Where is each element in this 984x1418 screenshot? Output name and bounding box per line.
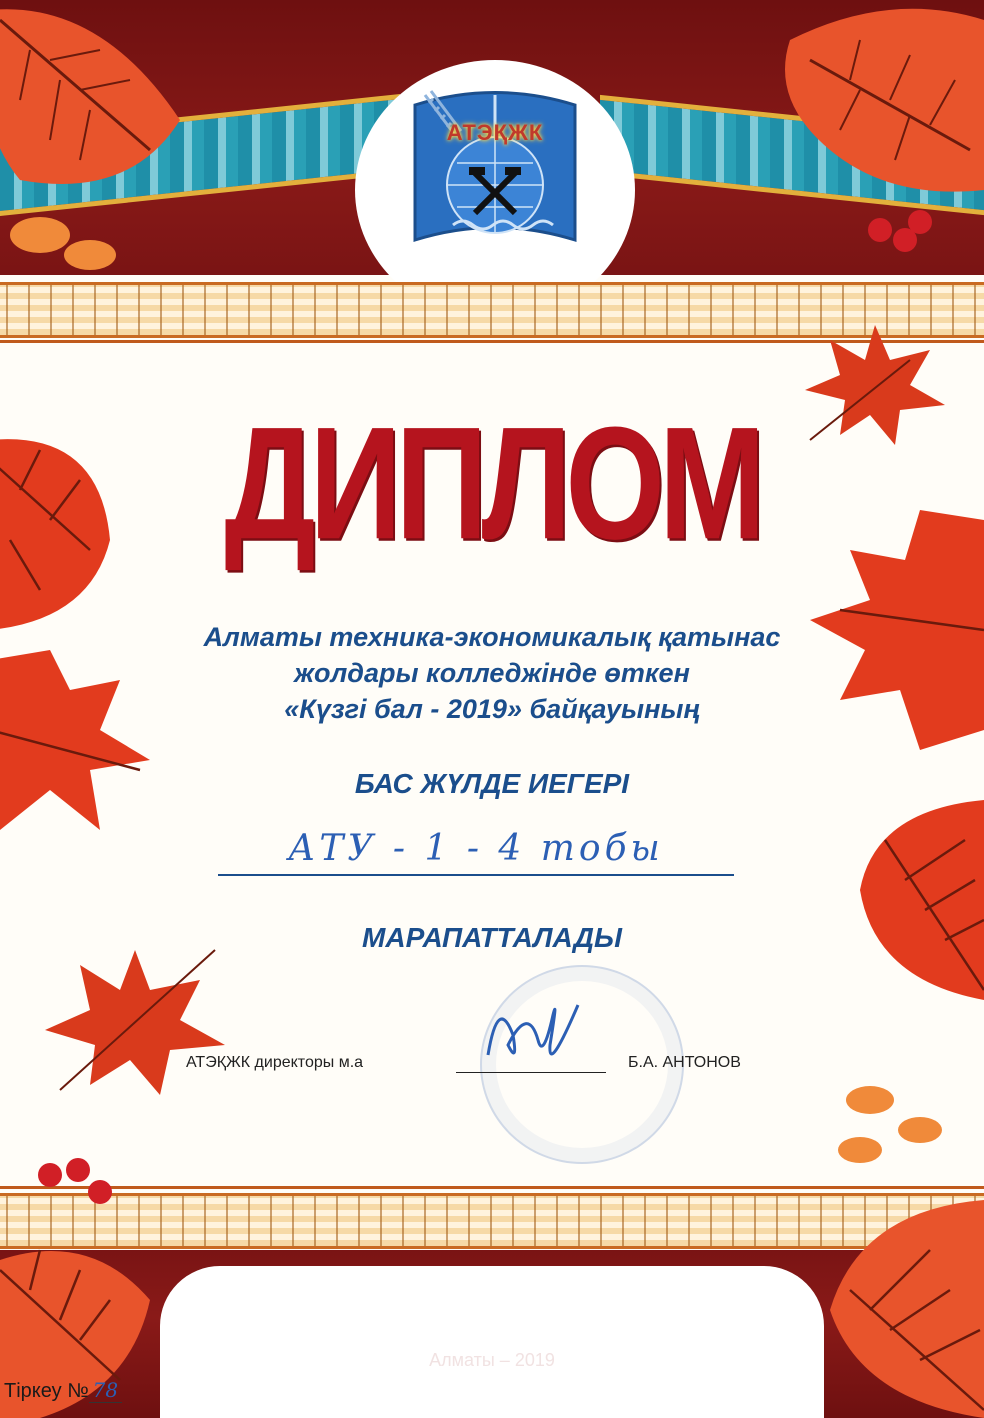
logo-text: АТЭҚЖК: [446, 120, 544, 145]
subtitle-line-2: жолдары колледжінде өткен: [294, 658, 690, 688]
registration-label-wrap: [4, 1378, 122, 1403]
bottom-frame-arch: [160, 1266, 824, 1418]
signature-icon: [478, 985, 588, 1085]
awarded-heading: МАРАПАТТАЛАДЫ: [362, 922, 622, 953]
subtitle-line-1: Алматы техника-экономикалық қатынас: [203, 622, 781, 652]
award-heading: БАС ЖҮЛДЕ ИЕГЕРІ: [354, 768, 630, 799]
registration-label: Тіркеу №: [4, 1380, 89, 1402]
registration-number: 78: [89, 1378, 122, 1403]
subtitle-line-3: «Күзгі бал - 2019» байқауының: [284, 694, 700, 724]
autumn-leaf-icon: [855, 800, 984, 1010]
signatory-name: Б.А. АНТОНОВ: [628, 1054, 741, 1071]
recipient-handwritten: АТУ - 1 - 4 тобы: [288, 828, 664, 869]
signatory-title: АТЭҚЖК директоры м.а: [186, 1054, 364, 1071]
college-logo: [395, 75, 595, 255]
autumn-leaf-icon: [0, 0, 210, 280]
maple-leaf-icon: [40, 940, 230, 1100]
autumn-leaf-icon: [770, 0, 984, 260]
city-year: Алматы – 2019: [429, 1350, 555, 1370]
recipient-underline: [218, 874, 734, 876]
diploma-title: ДИПЛОМ: [224, 394, 760, 574]
book-globe-icon: [395, 75, 595, 255]
